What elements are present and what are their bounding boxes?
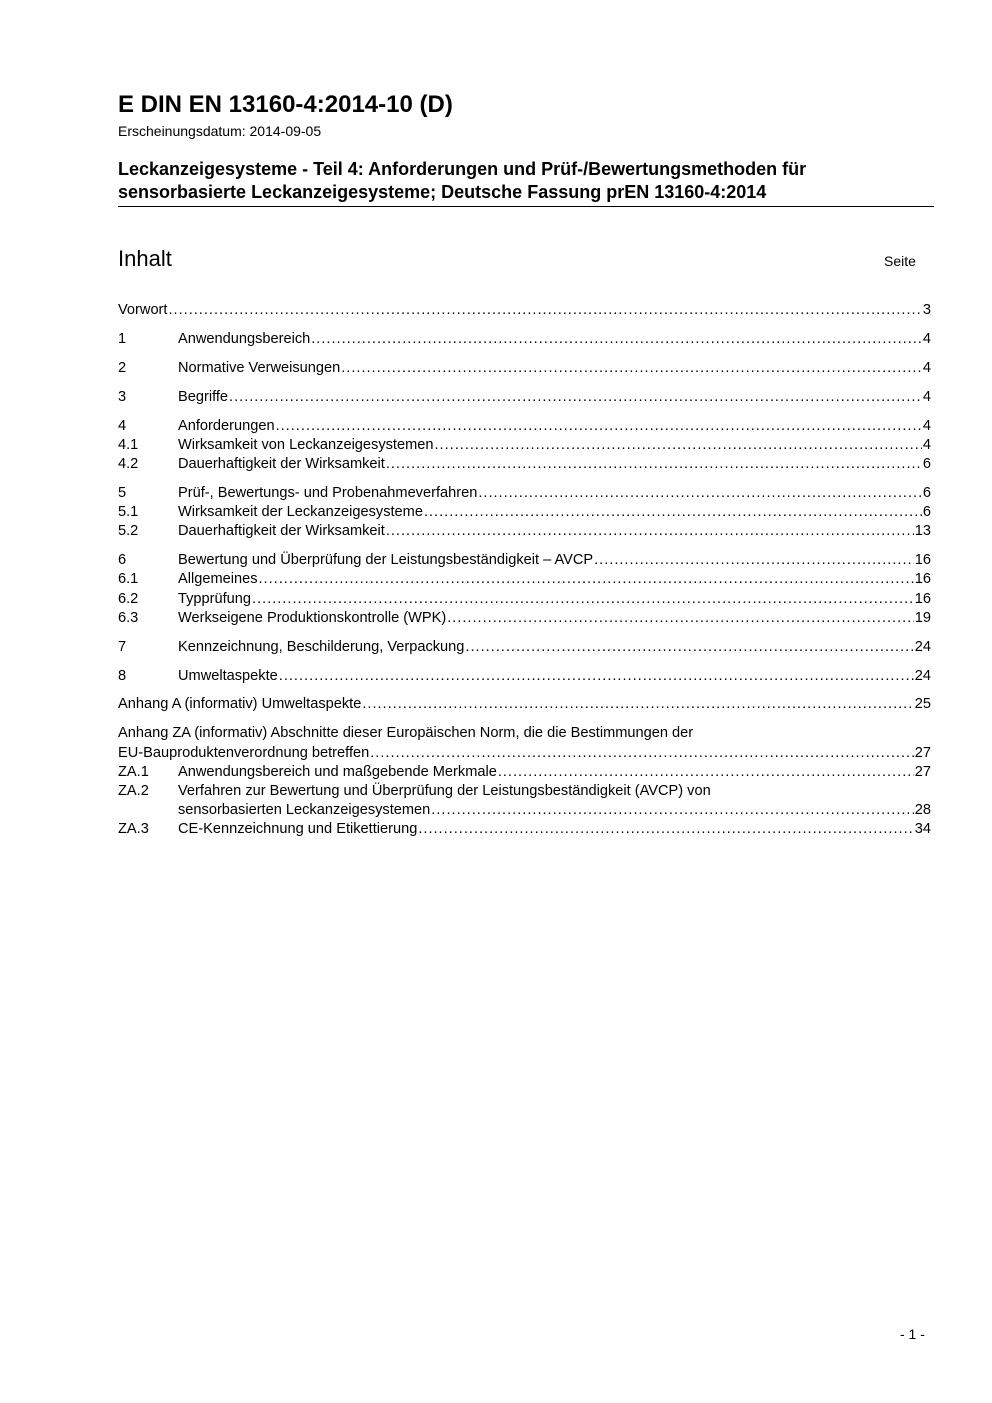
toc-group-vorwort xyxy=(118,301,931,320)
dot-leader xyxy=(465,638,913,657)
toc-entry-title: Begriffe xyxy=(178,388,229,405)
toc-entry-page: 13 xyxy=(914,523,931,540)
dot-leader xyxy=(447,609,914,628)
toc-group-3 xyxy=(118,388,931,407)
dot-leader xyxy=(594,551,914,570)
toc-entry-number: 6 xyxy=(118,552,127,569)
subject-line-1: Leckanzeigesysteme - Teil 4: Anforderungen und Prüf-/Bewertungsmethoden für xyxy=(118,159,807,179)
toc-entry-title: Umweltaspekte xyxy=(178,667,278,684)
toc-entry-page: 4 xyxy=(922,359,931,376)
toc-group-6 xyxy=(118,551,931,628)
toc-entry-vorwort[interactable] xyxy=(118,301,931,320)
toc-entry-title: Werkseigene Produktionskontrolle (WPK) xyxy=(178,609,447,626)
toc-entry-page: 25 xyxy=(914,696,931,713)
toc-entry-1[interactable] xyxy=(118,330,931,349)
subject-line-2: sensorbasierte Leckanzeigesysteme; Deutsche Fassung prEN 13160-4:2014 xyxy=(118,182,767,202)
toc-entry-6-2[interactable] xyxy=(118,590,931,609)
toc-group-7 xyxy=(118,638,931,657)
toc-entry-title: Dauerhaftigkeit der Wirksamkeit xyxy=(178,523,385,540)
toc-entry-page: 3 xyxy=(922,302,931,318)
toc-entry-page: 4 xyxy=(922,417,931,434)
toc-entry-4-2[interactable] xyxy=(118,455,931,474)
toc-entry-title: Wirksamkeit der Leckanzeigesysteme xyxy=(178,504,423,521)
toc-entry-title: Anhang A (informativ) Umweltaspekte xyxy=(118,696,362,713)
toc-entry-page: 16 xyxy=(914,571,931,588)
toc-group-annex-a xyxy=(118,695,931,714)
toc-entry-title: Anwendungsbereich xyxy=(178,330,311,347)
dot-leader xyxy=(362,695,913,714)
toc-entry-title: Anforderungen xyxy=(178,417,275,434)
toc-entry-title-continued: sensorbasierten Leckanzeigesystemen xyxy=(178,802,431,819)
toc-title: Inhalt xyxy=(118,246,172,271)
toc-entry-page: 27 xyxy=(914,763,931,780)
toc-entry-title: Allgemeines xyxy=(178,571,258,588)
toc-group-1 xyxy=(118,330,931,349)
toc-entry-6-3[interactable] xyxy=(118,609,931,628)
toc-entry-number: 3 xyxy=(118,388,127,405)
dot-leader xyxy=(276,417,922,436)
toc-entry-number: 6.3 xyxy=(118,609,139,626)
dot-leader xyxy=(418,820,913,839)
toc-entry-title: Bewertung und Überprüfung der Leistungsbeständigkeit – AVCP xyxy=(178,552,594,569)
toc-entry-title: Verfahren zur Bewertung und Überprüfung der Leistungsbeständigkeit (AVCP) von xyxy=(178,782,711,799)
dot-leader xyxy=(168,301,921,320)
toc-entry-number: 6.1 xyxy=(118,571,139,588)
toc-entry-title: Anhang ZA (informativ) Abschnitte dieser Europäischen Norm, die die Bestimmungen der xyxy=(118,725,694,742)
toc-entry-annex-za[interactable] xyxy=(118,724,931,762)
toc-entry-page: 16 xyxy=(914,552,931,569)
toc-entry-page: 6 xyxy=(922,484,931,501)
toc-entry-title: CE-Kennzeichnung und Etikettierung xyxy=(178,821,418,838)
dot-leader xyxy=(498,763,914,782)
toc-entry-number: ZA.1 xyxy=(118,763,149,780)
toc-entry-page: 28 xyxy=(914,802,931,819)
toc-entry-number: ZA.2 xyxy=(118,782,149,799)
page-number: - 1 - xyxy=(900,1326,925,1342)
toc-entry-title: Vorwort xyxy=(118,302,168,318)
toc-group-annex-za xyxy=(118,724,931,839)
toc-entry-page: 27 xyxy=(914,744,931,761)
toc-entry-title: Dauerhaftigkeit der Wirksamkeit xyxy=(178,455,385,472)
toc-entry-title: Normative Verweisungen xyxy=(178,359,341,376)
toc-entry-5-2[interactable] xyxy=(118,522,931,541)
toc-entry-6[interactable] xyxy=(118,551,931,570)
toc-entry-2[interactable] xyxy=(118,359,931,378)
toc-entry-title: Kennzeichnung, Beschilderung, Verpackung xyxy=(178,638,465,655)
toc-entry-page: 24 xyxy=(914,638,931,655)
toc-entry-number: 1 xyxy=(118,330,127,347)
toc-entry-page: 6 xyxy=(922,455,931,472)
dot-leader xyxy=(259,570,914,589)
dot-leader xyxy=(252,590,914,609)
toc-entry-page: 24 xyxy=(914,667,931,684)
toc-entry-title: Anwendungsbereich und maßgebende Merkmale xyxy=(178,763,497,780)
toc-entry-4[interactable] xyxy=(118,417,931,436)
toc-entry-4-1[interactable] xyxy=(118,436,931,455)
toc-entry-za-1[interactable] xyxy=(118,763,931,782)
toc-entry-page: 6 xyxy=(922,504,931,521)
header-divider xyxy=(118,206,934,207)
toc-entry-number: 8 xyxy=(118,667,127,684)
toc-entry-number: 5.1 xyxy=(118,504,139,521)
toc-entry-3[interactable] xyxy=(118,388,931,407)
toc-page-label: Seite xyxy=(884,253,916,269)
toc-entry-title-continued: EU-Bauproduktenverordnung betreffen xyxy=(118,744,370,761)
dot-leader xyxy=(341,359,922,378)
toc-entry-number: 4 xyxy=(118,417,127,434)
toc-entry-page: 19 xyxy=(914,609,931,626)
toc-entry-5-1[interactable] xyxy=(118,503,931,522)
toc-entry-number: 7 xyxy=(118,638,127,655)
toc-group-5 xyxy=(118,484,931,542)
toc-entry-page: 4 xyxy=(922,388,931,405)
toc-entry-number: ZA.3 xyxy=(118,821,149,838)
dot-leader xyxy=(386,455,922,474)
document-id: E DIN EN 13160-4:2014-10 (D) xyxy=(118,91,453,118)
dot-leader xyxy=(279,667,914,686)
table-of-contents xyxy=(118,301,931,849)
document-subject xyxy=(118,158,908,204)
toc-group-8 xyxy=(118,667,931,686)
toc-entry-title: Wirksamkeit von Leckanzeigesystemen xyxy=(178,436,434,453)
dot-leader xyxy=(311,330,922,349)
toc-entry-page: 4 xyxy=(922,330,931,347)
toc-entry-title: Typprüfung xyxy=(178,590,252,607)
toc-entry-za-3[interactable] xyxy=(118,820,931,839)
toc-entry-page: 4 xyxy=(922,436,931,453)
publication-date: Erscheinungsdatum: 2014-09-05 xyxy=(118,123,322,139)
toc-entry-za-2[interactable] xyxy=(118,782,931,820)
toc-entry-number: 4.2 xyxy=(118,455,139,472)
toc-group-2 xyxy=(118,359,931,378)
toc-entry-7[interactable] xyxy=(118,638,931,657)
toc-entry-annex-a[interactable] xyxy=(118,695,931,714)
toc-entry-8[interactable] xyxy=(118,667,931,686)
toc-entry-number: 5.2 xyxy=(118,523,139,540)
dot-leader xyxy=(435,436,922,455)
toc-entry-number: 4.1 xyxy=(118,436,139,453)
toc-entry-number: 5 xyxy=(118,484,127,501)
toc-entry-page: 34 xyxy=(914,821,931,838)
dot-leader xyxy=(478,484,922,503)
dot-leader xyxy=(370,744,914,763)
toc-entry-number: 2 xyxy=(118,359,127,376)
toc-entry-6-1[interactable] xyxy=(118,570,931,589)
toc-entry-5[interactable] xyxy=(118,484,931,503)
toc-group-4 xyxy=(118,417,931,475)
dot-leader xyxy=(229,388,922,407)
dot-leader xyxy=(386,522,914,541)
toc-entry-number: 6.2 xyxy=(118,590,139,607)
toc-entry-page: 16 xyxy=(914,590,931,607)
toc-entry-title: Prüf-, Bewertungs- und Probenahmeverfahren xyxy=(178,484,478,501)
dot-leader xyxy=(424,503,922,522)
dot-leader xyxy=(431,801,913,820)
